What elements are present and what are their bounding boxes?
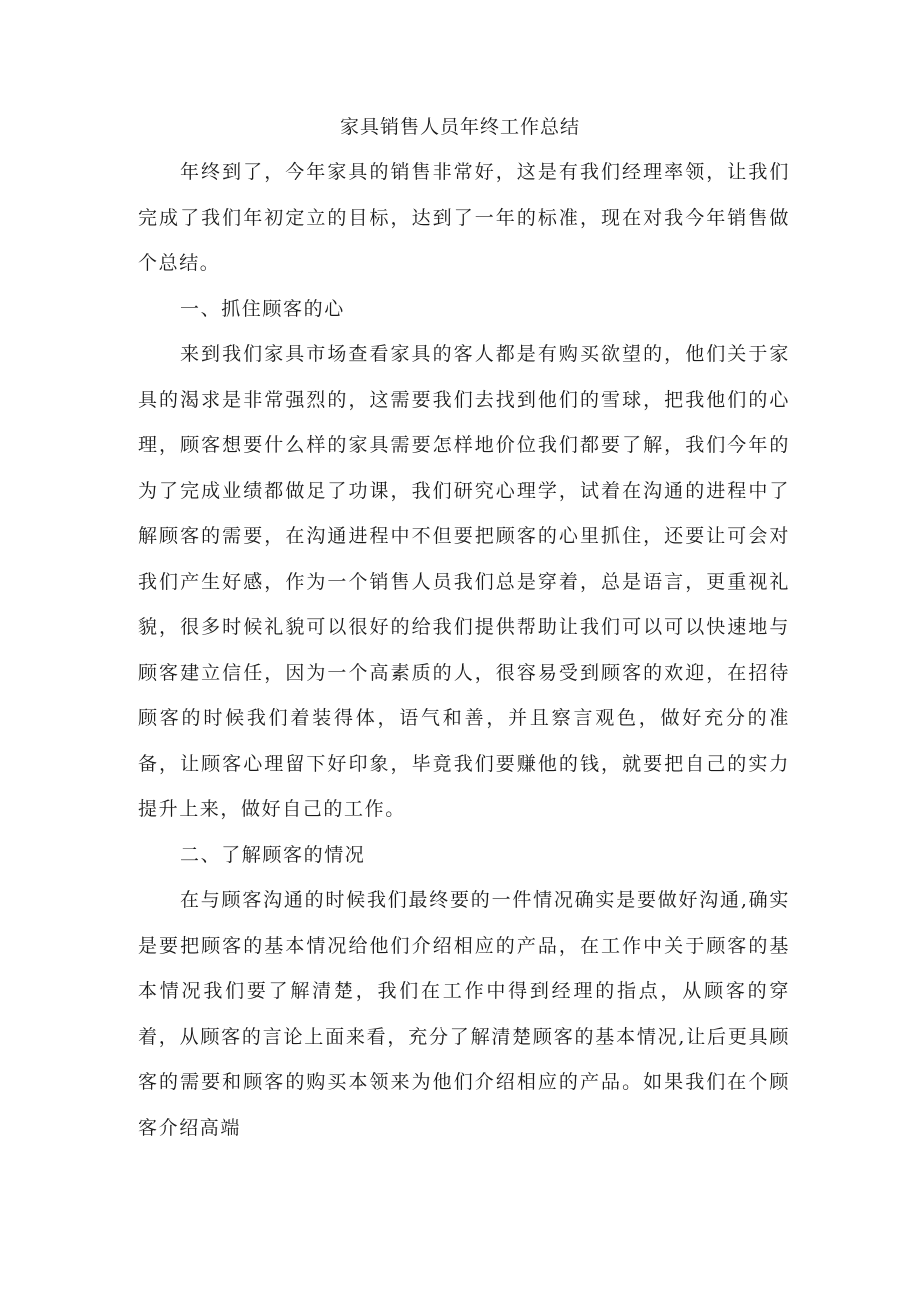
section-1-heading: 一、抓住顾客的心 <box>180 297 345 320</box>
intro-paragraph: 年终到了，今年家具的销售非常好，这是有我们经理率领，让我们完成了我们年初定立的目标，达到了一年的标准，现在对我今年销售做个总结。 <box>138 161 790 274</box>
document-body <box>138 150 790 1151</box>
section-2-paragraph: 在与顾客沟通的时候我们最终要的一件情况确实是要做好沟通,确实是要把顾客的基本情况给他们介绍相应的产品，在工作中关于顾客的基本情况我们要了解清楚，我们在工作中得到经理的指点，从顾客的穿着，从顾客的言论上面来看，充分了解清楚顾客的基本情况,让后更具顾客的需要和顾客的购买本领来为他们介绍相应的产品。如果我们在个顾客介绍高端 <box>138 889 790 1139</box>
document-title: 家具销售人员年终工作总结 <box>339 116 580 138</box>
section-1-paragraph: 来到我们家具市场查看家具的客人都是有购买欲望的，他们关于家具的渴求是非常强烈的，这需要我们去找到他们的雪球，把我他们的心理，顾客想要什么样的家具需要怎样地价位我们都要了解，我们今年的为了完成业绩都做足了功课，我们研究心理学，试着在沟通的进程中了解顾客的需要，在沟通进程中不但要把顾客的心里抓住，还要让可会对我们产生好感，作为一个销售人员我们总是穿着，总是语言，更重视礼貌，很多时候礼貌可以很好的给我们提供帮助让我们可以可以快速地与顾客建立信任，因为一个高素质的人，很容易受到顾客的欢迎，在招待顾客的时候我们着装得体，语气和善，并且察言观色，做好充分的准备，让顾客心理留下好印象，毕竟我们要赚他的钱，就要把自己的实力提升上来，做好自己的工作。 <box>138 343 790 820</box>
section-2-heading: 二、了解顾客的情况 <box>180 843 366 866</box>
